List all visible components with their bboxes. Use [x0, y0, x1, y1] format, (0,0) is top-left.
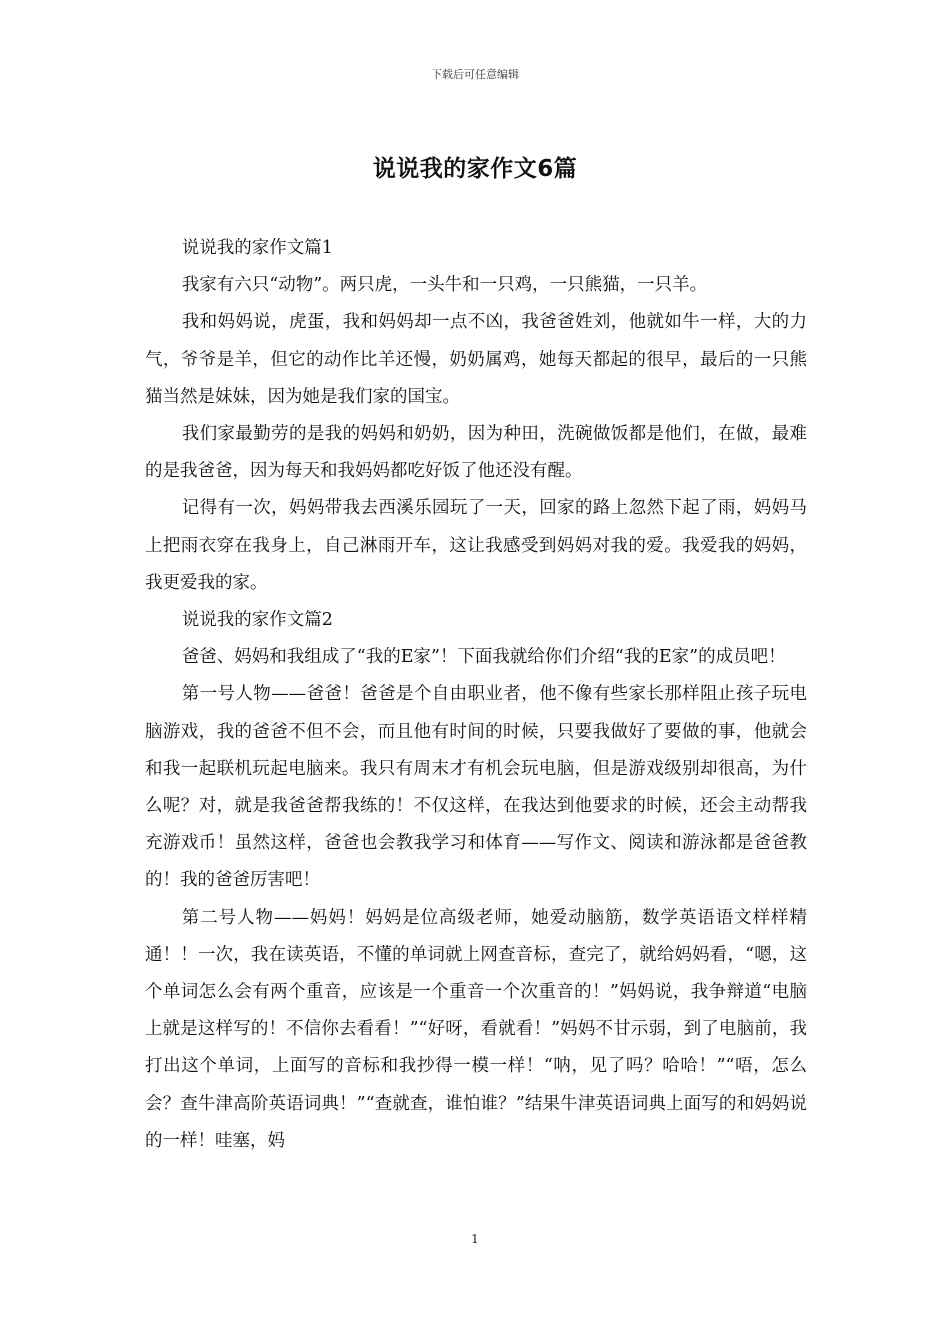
paragraph: 第一号人物——爸爸！爸爸是个自由职业者，他不像有些家长那样阻止孩子玩电脑游戏，我的爸爸不但不会，而且他有时间的时候，只要我做好了要做的事，他就会和我一起联机玩起电脑来。我只有周末才有机会玩电脑，但是游戏级别却很高，为什么呢？对，就是我爸爸帮我练的！不仅这样，在我达到他要求的时候，还会主动帮我充游戏币！虽然这样，爸爸也会教我学习和体育——写作文、阅读和游泳都是爸爸教的！我的爸爸厉害吧！: [145, 684, 807, 891]
page-header: 下载后可任意编辑: [431, 68, 519, 81]
paragraph: 我和妈妈说，虎蛋，我和妈妈却一点不凶，我爸爸姓刘，他就如牛一样，大的力气，爷爷是羊，但它的动作比羊还慢，奶奶属鸡，她每天都起的很早，最后的一只熊猫当然是妹妹，因为她是我们家的国宝。: [145, 312, 807, 407]
document-title: 说说我的家作文6篇: [372, 156, 578, 182]
paragraph: 记得有一次，妈妈带我去西溪乐园玩了一天，回家的路上忽然下起了雨，妈妈马上把雨衣穿在我身上，自己淋雨开车，这让我感受到妈妈对我的爱。我爱我的妈妈，我更爱我的家。: [145, 498, 807, 593]
paragraph: 我们家最勤劳的是我的妈妈和奶奶，因为种田，洗碗做饭都是他们，在做，最难的是我爸爸，因为每天和我妈妈都吃好饭了他还没有醒。: [145, 424, 807, 482]
paragraph: 爸爸、妈妈和我组成了“我的E家”！下面我就给你们介绍“我的E家”的成员吧！: [181, 647, 786, 668]
section-heading-1: 说说我的家作文篇1: [181, 238, 333, 258]
document-body: [145, 230, 807, 1160]
paragraph: 我家有六只“动物”。两只虎，一头牛和一只鸡，一只熊猫，一只羊。: [181, 275, 708, 296]
paragraph: 第二号人物——妈妈！妈妈是位高级老师，她爱动脑筋，数学英语语文样样精通！！一次，我在读英语，不懂的单词就上网查音标，查完了，就给妈妈看，“嗯，这个单词怎么会有两个重音，应该是一个重音一个次重音的！”妈妈说，我争辩道“电脑上就是这样写的！不信你去看看！”“好呀，看就看！”妈妈不甘示弱，到了电脑前，我打出这个单词，上面写的音标和我抄得一模一样！“呐，见了吗？哈哈！”“唔，怎么会？查牛津高阶英语词典！”“查就查，谁怕谁？”结果牛津英语词典上面写的和妈妈说的一样！哇塞，妈: [145, 907, 807, 1151]
page-number: 1: [471, 1232, 479, 1246]
section-heading-2: 说说我的家作文篇2: [181, 610, 333, 631]
